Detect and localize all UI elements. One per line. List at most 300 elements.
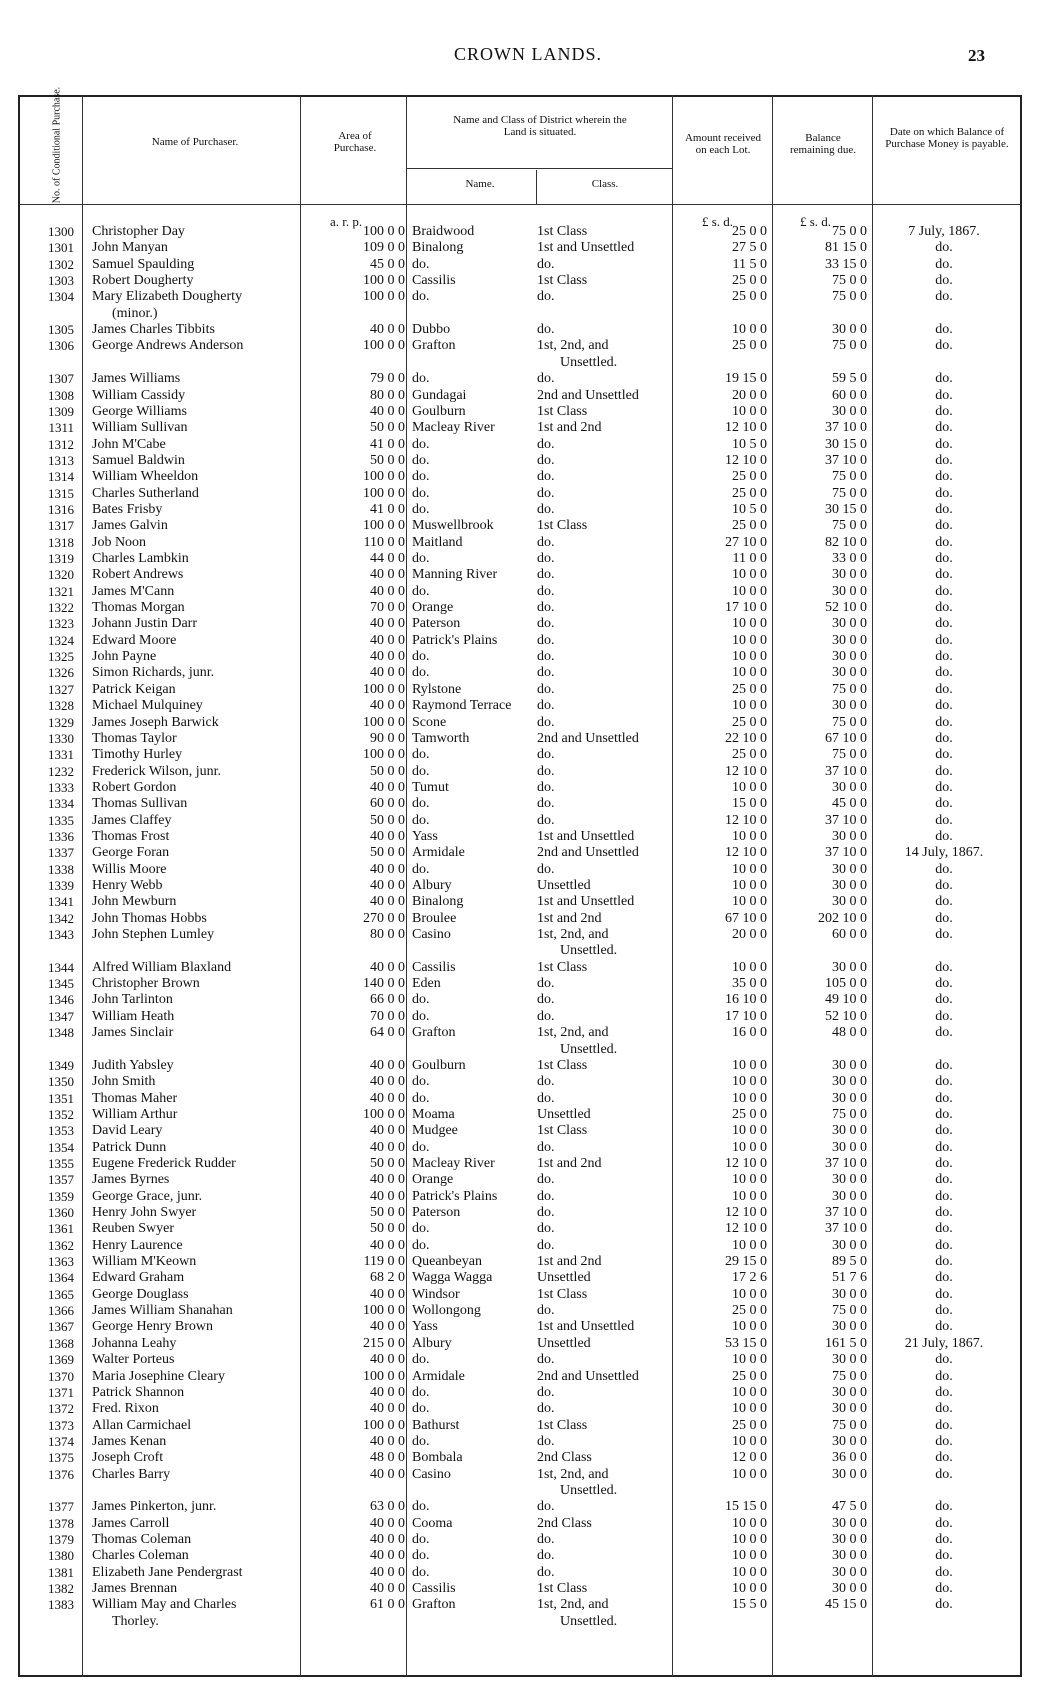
cell-date: do. — [935, 1532, 953, 1547]
cell-date: do. — [935, 256, 953, 272]
cell-no: 1383 — [48, 1597, 74, 1613]
cell-balance: 60 0 0 — [832, 927, 867, 943]
cell-amount: 10 0 0 — [732, 1401, 767, 1417]
table-row — [0, 469, 1056, 485]
cell-no: 1374 — [48, 1433, 74, 1449]
cell-no: 1378 — [48, 1515, 74, 1531]
cell-name: William Cassidy — [92, 387, 186, 403]
cell-name: William Sullivan — [92, 420, 188, 436]
cell-balance: 30 0 0 — [832, 1057, 867, 1073]
cell-no: 1342 — [48, 910, 74, 926]
cell-name: Frederick Wilson, junr. — [92, 763, 222, 779]
cell-date: do. — [935, 1155, 953, 1171]
cell-no: 1323 — [48, 616, 74, 632]
cell-name: Robert Dougherty — [92, 273, 194, 289]
table-row — [0, 665, 1056, 681]
cell-no: 1309 — [48, 403, 74, 419]
table-row — [0, 420, 1056, 436]
cell-class: do. — [537, 289, 555, 305]
cell-name: James M'Cann — [92, 583, 175, 599]
cell-amount: 25 0 0 — [732, 1368, 767, 1384]
cell-district: Grafton — [412, 1597, 456, 1613]
cell-date: do. — [935, 1564, 953, 1580]
cell-name: Allan Carmichael — [92, 1417, 192, 1433]
cell-balance: 45 15 0 — [825, 1597, 867, 1613]
cell-no: 1341 — [48, 894, 74, 910]
cell-balance: 30 0 0 — [832, 1090, 867, 1106]
cell-area: 40 0 0 — [370, 1352, 405, 1368]
cell-no: 1300 — [48, 224, 74, 239]
cell-no: 1376 — [48, 1466, 74, 1482]
cell-area: 45 0 0 — [370, 256, 405, 272]
cell-date: do. — [935, 1172, 953, 1188]
cell-district: do. — [412, 436, 430, 452]
table-row — [0, 240, 1056, 256]
cell-balance: 30 0 0 — [832, 616, 867, 632]
cell-area: 100 0 0 — [363, 224, 405, 239]
cell-class: 1st Class — [537, 1581, 588, 1597]
cell-area: 40 0 0 — [370, 1515, 405, 1531]
cell-name: Maria Josephine Cleary — [92, 1368, 225, 1384]
cell-date: do. — [935, 1548, 953, 1564]
table-row — [0, 1319, 1056, 1335]
cell-class: do. — [537, 1384, 555, 1400]
cell-name: Johann Justin Darr — [92, 616, 197, 632]
cell-amount: 20 0 0 — [732, 387, 767, 403]
cell-name: Simon Richards, junr. — [92, 665, 215, 681]
col-divider — [536, 170, 537, 204]
cell-date: do. — [935, 927, 953, 943]
cell-amount: 10 0 0 — [732, 1564, 767, 1580]
table-row — [0, 1140, 1056, 1156]
cell-district: Cassilis — [412, 1581, 456, 1597]
cell-balance: 75 0 0 — [832, 485, 867, 501]
cell-amount: 12 0 0 — [732, 1450, 767, 1466]
table-row — [0, 584, 1056, 600]
cell-no: 1375 — [48, 1450, 74, 1466]
cell-balance: 48 0 0 — [832, 1025, 867, 1041]
cell-area: 50 0 0 — [370, 452, 405, 468]
cell-balance: 161 5 0 — [825, 1335, 867, 1351]
header-name: Name of Purchaser. — [151, 136, 239, 148]
cell-district: Manning River — [412, 567, 498, 583]
cell-class: do. — [537, 534, 555, 550]
table-row — [0, 535, 1056, 551]
cell-amount: 67 10 0 — [725, 910, 767, 926]
cell-balance: 30 0 0 — [832, 1074, 867, 1090]
cell-name: Thomas Sullivan — [92, 796, 188, 812]
cell-area: 79 0 0 — [370, 371, 405, 387]
cell-date: do. — [935, 632, 953, 648]
cell-district: Eden — [412, 976, 441, 992]
cell-district: do. — [412, 469, 430, 485]
cell-name: James Byrnes — [92, 1172, 170, 1188]
cell-amount: 27 5 0 — [732, 240, 767, 256]
cell-amount: 25 0 0 — [732, 1106, 767, 1122]
cell-date: do. — [935, 1352, 953, 1368]
cell-amount: 25 0 0 — [732, 747, 767, 763]
cell-date: do. — [935, 1025, 953, 1041]
cell-no: 1301 — [48, 240, 74, 256]
cell-area: 40 0 0 — [370, 779, 405, 795]
cell-balance: 30 0 0 — [832, 1433, 867, 1449]
cell-district: Wollongong — [412, 1303, 481, 1319]
cell-amount: 25 0 0 — [732, 289, 767, 305]
cell-name: Robert Gordon — [92, 779, 177, 795]
cell-class: do. — [537, 436, 555, 452]
header-date: Date on which Balance of Purchase Money is payable. — [885, 126, 1009, 150]
cell-balance: 75 0 0 — [832, 681, 867, 697]
cell-class: do. — [537, 616, 555, 632]
cell-district: do. — [412, 861, 430, 877]
cell-amount: 10 0 0 — [732, 583, 767, 599]
cell-district: do. — [412, 1401, 430, 1417]
cell-amount: 17 10 0 — [725, 1008, 767, 1024]
table-row — [0, 845, 1056, 861]
cell-district: Orange — [412, 1172, 454, 1188]
cell-date: do. — [935, 289, 953, 305]
cell-district: Muswellbrook — [412, 518, 494, 534]
table-row — [0, 322, 1056, 338]
table-row — [0, 1467, 1056, 1483]
table-row — [0, 1025, 1056, 1041]
cell-date: do. — [935, 1237, 953, 1253]
table-row — [0, 1074, 1056, 1090]
cell-name: Thomas Frost — [92, 828, 170, 844]
cell-no: 1339 — [48, 878, 74, 893]
cell-district: Cassilis — [412, 959, 456, 975]
page-title: CROWN LANDS. — [453, 44, 602, 64]
continuation-text: Unsettled. — [560, 1613, 618, 1629]
cell-area: 140 0 0 — [363, 976, 405, 992]
table-row — [0, 388, 1056, 404]
cell-date: do. — [935, 1270, 953, 1286]
cell-date: do. — [935, 338, 953, 354]
cell-no: 1381 — [48, 1564, 74, 1580]
cell-no: 1338 — [48, 861, 74, 877]
cell-district: Patrick's Plains — [412, 632, 498, 648]
cell-amount: 10 0 0 — [732, 1090, 767, 1106]
cell-name: Patrick Dunn — [92, 1139, 167, 1155]
cell-name: Henry Laurence — [92, 1237, 183, 1253]
cell-amount: 10 0 0 — [732, 1548, 767, 1564]
cell-amount: 10 0 0 — [732, 1074, 767, 1090]
cell-no: 1380 — [48, 1548, 74, 1564]
table-row — [0, 1254, 1056, 1270]
cell-name: Henry John Swyer — [92, 1205, 197, 1220]
cell-area: 100 0 0 — [363, 289, 405, 305]
cell-balance: 30 0 0 — [832, 567, 867, 583]
cell-date: do. — [935, 779, 953, 795]
cell-class: do. — [537, 1548, 555, 1564]
cell-no: 1367 — [48, 1319, 74, 1335]
cell-area: 100 0 0 — [363, 747, 405, 763]
cell-name: Reuben Swyer — [92, 1221, 175, 1237]
cell-area: 70 0 0 — [370, 1008, 405, 1024]
cell-balance: 30 0 0 — [832, 1401, 867, 1417]
cell-balance: 75 0 0 — [832, 714, 867, 730]
cell-name: David Leary — [92, 1123, 163, 1139]
cell-balance: 30 0 0 — [832, 1384, 867, 1400]
cell-date: do. — [935, 1254, 953, 1270]
cell-district: do. — [412, 1499, 430, 1515]
table-row — [0, 1172, 1056, 1188]
cell-class: 2nd Class — [537, 1450, 592, 1466]
cell-district: do. — [412, 1548, 430, 1564]
table-row — [0, 1434, 1056, 1450]
cell-class: do. — [537, 501, 555, 517]
cell-class: do. — [537, 600, 555, 616]
cell-date: do. — [935, 485, 953, 501]
cell-date: do. — [935, 1139, 953, 1155]
table-row — [0, 1058, 1056, 1074]
cell-class: do. — [537, 551, 555, 566]
cell-area: 40 0 0 — [370, 567, 405, 583]
cell-class: do. — [537, 1008, 555, 1024]
continuation-text: Unsettled. — [560, 1482, 618, 1498]
cell-area: 40 0 0 — [370, 403, 405, 419]
cell-name: George Williams — [92, 403, 187, 419]
cell-district: Bathurst — [412, 1417, 460, 1433]
cell-balance: 75 0 0 — [832, 1368, 867, 1384]
cell-amount: 16 10 0 — [725, 992, 767, 1008]
cell-district: do. — [412, 256, 430, 272]
cell-area: 50 0 0 — [370, 845, 405, 861]
cell-date: do. — [935, 534, 953, 550]
cell-name: Fred. Rixon — [92, 1401, 159, 1417]
cell-date: do. — [935, 959, 953, 975]
cell-date: do. — [935, 501, 953, 517]
cell-no: 1355 — [48, 1155, 74, 1171]
cell-name: Thomas Morgan — [92, 600, 185, 616]
cell-area: 40 0 0 — [370, 959, 405, 975]
cell-name: Thomas Maher — [92, 1090, 178, 1106]
cell-balance: 30 0 0 — [832, 1123, 867, 1139]
cell-date: do. — [935, 1221, 953, 1237]
cell-no: 1324 — [48, 632, 74, 648]
cell-name: John Thomas Hobbs — [92, 910, 207, 926]
cell-name: Thomas Coleman — [92, 1532, 192, 1547]
table-row — [0, 1091, 1056, 1107]
cell-class: do. — [537, 469, 555, 485]
cell-name: Mary Elizabeth Dougherty — [92, 289, 243, 305]
cell-date: do. — [935, 714, 953, 730]
cell-amount: 15 15 0 — [725, 1499, 767, 1515]
cell-name: John Tarlinton — [92, 992, 173, 1008]
cell-area: 215 0 0 — [363, 1335, 405, 1351]
cell-district: Tamworth — [412, 730, 470, 746]
cell-class: do. — [537, 1499, 555, 1515]
cell-district: do. — [412, 1564, 430, 1580]
cell-area: 40 0 0 — [370, 1433, 405, 1449]
cell-amount: 25 0 0 — [732, 518, 767, 534]
header-area: Area of Purchase. — [333, 130, 377, 154]
cell-amount: 10 0 0 — [732, 959, 767, 975]
cell-area: 100 0 0 — [363, 681, 405, 697]
cell-district: Albury — [412, 1335, 452, 1351]
table-row — [0, 224, 1056, 240]
cell-balance: 75 0 0 — [832, 747, 867, 763]
cell-area: 40 0 0 — [370, 894, 405, 910]
cell-name: John Stephen Lumley — [92, 927, 215, 943]
cell-amount: 10 0 0 — [732, 1237, 767, 1253]
cell-name: James Charles Tibbits — [92, 322, 215, 338]
cell-district: Bombala — [412, 1450, 463, 1466]
cell-name: Bates Frisby — [92, 501, 163, 517]
cell-class: 1st and Unsettled — [537, 1319, 635, 1335]
cell-name: George Grace, junr. — [92, 1188, 203, 1204]
cell-amount: 12 10 0 — [725, 812, 767, 828]
cell-date: do. — [935, 551, 953, 566]
table-row — [0, 1499, 1056, 1515]
cell-class: do. — [537, 1303, 555, 1319]
cell-amount: 11 5 0 — [732, 256, 767, 272]
cell-amount: 12 10 0 — [725, 1155, 767, 1171]
cell-class: do. — [537, 779, 555, 795]
cell-name: Timothy Hurley — [92, 747, 183, 763]
header-district-class: Class. — [591, 178, 619, 190]
table-row — [0, 796, 1056, 812]
cell-no: 1325 — [48, 649, 74, 665]
cell-no: 1361 — [48, 1221, 74, 1237]
cell-name: Charles Coleman — [92, 1548, 189, 1564]
cell-no: 1368 — [48, 1335, 74, 1351]
cell-no: 1326 — [48, 665, 74, 681]
cell-area: 50 0 0 — [370, 1155, 405, 1171]
cell-class: Unsettled — [537, 1106, 591, 1122]
header-district: Name and Class of District wherein the Land is situated. — [453, 114, 627, 138]
cell-name: James Pinkerton, junr. — [92, 1499, 217, 1515]
cell-balance: 37 10 0 — [825, 1221, 867, 1237]
cell-name: Samuel Baldwin — [92, 452, 185, 468]
cell-balance: 37 10 0 — [825, 845, 867, 861]
cell-class: 1st and Unsettled — [537, 828, 635, 844]
table-row — [0, 1303, 1056, 1319]
cell-amount: 10 0 0 — [732, 1532, 767, 1547]
cell-date: do. — [935, 1188, 953, 1204]
cell-class: do. — [537, 796, 555, 812]
cell-amount: 10 0 0 — [732, 567, 767, 583]
cell-balance: 30 0 0 — [832, 1286, 867, 1302]
cell-balance: 202 10 0 — [818, 910, 867, 926]
cell-class: 2nd and Unsettled — [537, 730, 639, 746]
cell-area: 40 0 0 — [370, 1237, 405, 1253]
cell-balance: 47 5 0 — [832, 1499, 867, 1515]
cell-district: do. — [412, 649, 430, 665]
cell-name: William May and Charles — [92, 1597, 237, 1613]
cell-district: do. — [412, 371, 430, 387]
cell-district: Windsor — [412, 1286, 460, 1302]
cell-district: Armidale — [412, 845, 465, 861]
cell-class: do. — [537, 1205, 555, 1220]
cell-amount: 27 10 0 — [725, 534, 767, 550]
cell-district: Grafton — [412, 338, 456, 354]
cell-balance: 51 7 6 — [832, 1270, 867, 1286]
cell-amount: 12 10 0 — [725, 763, 767, 779]
cell-class: Unsettled — [537, 1270, 591, 1286]
cell-date: do. — [935, 1286, 953, 1302]
cell-balance: 52 10 0 — [825, 600, 867, 616]
cell-class: 1st and 2nd — [537, 1155, 602, 1171]
cell-balance: 30 0 0 — [832, 878, 867, 893]
table-row — [0, 1336, 1056, 1352]
cell-district: do. — [412, 812, 430, 828]
cell-no: 1321 — [48, 583, 74, 599]
cell-name: George Foran — [92, 845, 170, 861]
cell-name: Patrick Shannon — [92, 1384, 185, 1400]
cell-amount: 10 0 0 — [732, 632, 767, 648]
cell-no: 1371 — [48, 1384, 74, 1400]
cell-amount: 25 0 0 — [732, 485, 767, 501]
cell-no: 1354 — [48, 1139, 74, 1155]
cell-name: William Wheeldon — [92, 469, 199, 485]
cell-amount: 10 0 0 — [732, 1057, 767, 1073]
cell-district: do. — [412, 452, 430, 468]
cell-area: 40 0 0 — [370, 1401, 405, 1417]
cell-district: Raymond Terrace — [412, 698, 512, 714]
cell-name: James William Shanahan — [92, 1303, 233, 1319]
cell-name: Edward Moore — [92, 632, 177, 648]
cell-class: 2nd and Unsettled — [537, 845, 639, 861]
cell-amount: 25 0 0 — [732, 469, 767, 485]
table-row — [0, 371, 1056, 387]
cell-amount: 10 0 0 — [732, 649, 767, 665]
cell-amount: 19 15 0 — [725, 371, 767, 387]
cell-no: 1364 — [48, 1270, 74, 1286]
cell-class: do. — [537, 1532, 555, 1547]
cell-date: do. — [935, 730, 953, 746]
cell-area: 100 0 0 — [363, 1417, 405, 1433]
cell-amount: 17 10 0 — [725, 600, 767, 616]
cell-date: do. — [935, 1597, 953, 1613]
cell-area: 100 0 0 — [363, 518, 405, 534]
table-row — [0, 1123, 1056, 1139]
cell-amount: 12 10 0 — [725, 1205, 767, 1220]
cell-date: do. — [935, 616, 953, 632]
cell-no: 1347 — [48, 1008, 74, 1024]
cell-balance: 36 0 0 — [832, 1450, 867, 1466]
cell-date: do. — [935, 812, 953, 828]
cell-balance: 30 0 0 — [832, 1352, 867, 1368]
table-row — [0, 1532, 1056, 1548]
area-units: a. r. p. — [330, 214, 363, 229]
cell-name: James Galvin — [92, 518, 168, 534]
table-row — [0, 518, 1056, 534]
cell-balance: 30 0 0 — [832, 1466, 867, 1482]
cell-class: 1st Class — [537, 1057, 588, 1073]
cell-balance: 30 0 0 — [832, 1237, 867, 1253]
cell-class: 1st Class — [537, 403, 588, 419]
cell-date: do. — [935, 1090, 953, 1106]
cell-class: do. — [537, 681, 555, 697]
cell-name: Edward Graham — [92, 1270, 185, 1286]
cell-area: 40 0 0 — [370, 632, 405, 648]
continuation-text: (minor.) — [112, 305, 158, 321]
cell-date: do. — [935, 1450, 953, 1466]
cell-balance: 30 0 0 — [832, 959, 867, 975]
cell-name: Willis Moore — [92, 861, 167, 877]
cell-district: Casino — [412, 927, 451, 943]
cell-area: 50 0 0 — [370, 763, 405, 779]
cell-no: 1328 — [48, 698, 74, 714]
cell-name: Judith Yabsley — [92, 1057, 174, 1073]
cell-balance: 37 10 0 — [825, 1205, 867, 1220]
table-row — [0, 747, 1056, 763]
cell-balance: 30 15 0 — [825, 501, 867, 517]
cell-class: 1st and Unsettled — [537, 894, 635, 910]
cell-no: 1369 — [48, 1352, 74, 1368]
cell-balance: 30 0 0 — [832, 779, 867, 795]
